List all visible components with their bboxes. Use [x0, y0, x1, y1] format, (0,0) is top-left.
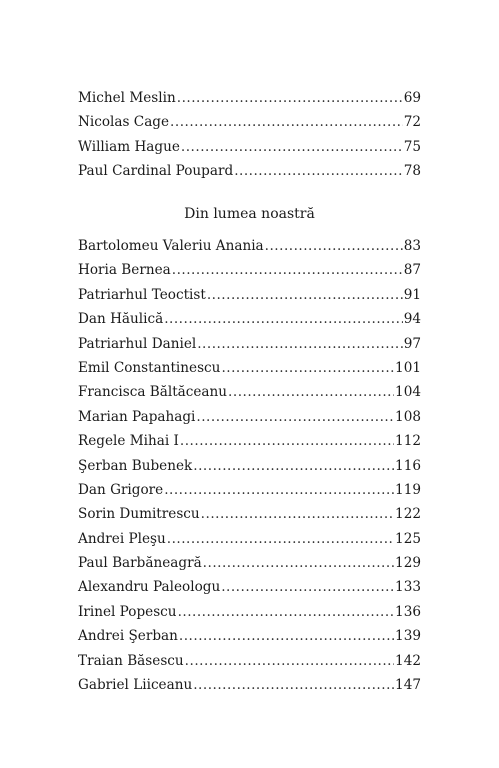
toc-entry — [78, 433, 421, 457]
toc-entry — [78, 506, 421, 530]
entry-name: Regele Mihai I — [78, 433, 179, 450]
dot-leader — [167, 531, 394, 547]
toc-entry — [78, 360, 421, 384]
dot-leader — [201, 506, 394, 522]
toc-entry — [78, 287, 421, 311]
toc-entry — [78, 677, 421, 701]
entry-name: Andrei Şerban — [78, 628, 178, 645]
entry-name: William Hague — [78, 138, 180, 155]
dot-leader — [170, 114, 403, 130]
toc-entry — [78, 482, 421, 506]
entry-page: 69 — [403, 90, 421, 106]
toc-entry — [78, 262, 421, 286]
entry-page: 72 — [403, 114, 421, 131]
toc-entry — [78, 311, 421, 335]
dot-leader — [221, 360, 394, 376]
entry-name: Nicolas Cage — [78, 114, 170, 131]
toc-group-top — [78, 90, 421, 188]
entry-page: 147 — [395, 677, 421, 694]
entry-page: 129 — [395, 555, 421, 572]
entry-page: 78 — [403, 163, 421, 180]
toc-entry — [78, 531, 421, 555]
entry-page: 101 — [395, 359, 421, 376]
dot-leader — [196, 409, 394, 425]
entry-page: 125 — [395, 530, 421, 547]
toc-entry — [78, 336, 421, 360]
dot-leader — [178, 604, 394, 620]
entry-page: 87 — [403, 262, 421, 279]
toc-entry — [78, 579, 421, 603]
entry-name: Bartolomeu Valeriu Anania — [78, 238, 264, 254]
entry-page: 122 — [395, 506, 421, 523]
entry-name: Andrei Pleşu — [78, 530, 166, 547]
dot-leader — [181, 139, 403, 155]
toc-entry — [78, 384, 421, 408]
entry-name: Emil Constantinescu — [78, 359, 221, 376]
entry-name: Francisca Băltăceanu — [78, 384, 228, 401]
dot-leader — [180, 433, 394, 449]
entry-name: Gabriel Liiceanu — [78, 677, 193, 694]
entry-page: 91 — [403, 286, 421, 303]
entry-name: Dan Hăulică — [78, 311, 164, 328]
entry-name: Sorin Dumitrescu — [78, 506, 200, 523]
dot-leader — [179, 628, 394, 644]
entry-page: 75 — [403, 138, 421, 155]
toc-entry — [78, 409, 421, 433]
entry-name: Marian Papahagi — [78, 408, 196, 425]
dot-leader — [265, 238, 403, 254]
toc-entry — [78, 628, 421, 652]
dot-leader — [221, 579, 394, 595]
entry-name: Horia Bernea — [78, 262, 171, 279]
entry-page: 119 — [395, 481, 421, 498]
toc-group-main — [78, 238, 421, 701]
entry-page: 116 — [395, 457, 421, 474]
entry-name: Paul Barbăneagră — [78, 555, 202, 572]
entry-name: Irinel Popescu — [78, 603, 177, 620]
entry-page: 136 — [395, 603, 421, 620]
entry-page: 83 — [403, 238, 421, 254]
toc-entry — [78, 90, 421, 114]
toc-entry — [78, 458, 421, 482]
entry-page: 94 — [403, 311, 421, 328]
dot-leader — [193, 458, 394, 474]
toc-entry — [78, 114, 421, 138]
entry-name: Patriarhul Teoctist — [78, 286, 206, 303]
entry-name: Patriarhul Daniel — [78, 335, 197, 352]
dot-leader — [164, 482, 394, 498]
entry-page: 133 — [395, 579, 421, 596]
toc-entry — [78, 139, 421, 163]
section-title: Din lumea noastră — [184, 206, 315, 222]
entry-page: 112 — [395, 433, 421, 450]
entry-name: Traian Băsescu — [78, 652, 184, 669]
toc-entry — [78, 555, 421, 579]
entry-name: Dan Grigore — [78, 481, 164, 498]
toc-entry — [78, 163, 421, 187]
dot-leader — [193, 677, 394, 693]
entry-page: 139 — [395, 628, 421, 645]
dot-leader — [228, 384, 394, 400]
dot-leader — [172, 262, 403, 278]
dot-leader — [234, 163, 403, 179]
toc-entry — [78, 604, 421, 628]
entry-name: Alexandru Paleologu — [78, 579, 221, 596]
entry-name: Michel Meslin — [78, 90, 176, 106]
dot-leader — [164, 311, 402, 327]
entry-page: 97 — [403, 335, 421, 352]
dot-leader — [177, 90, 403, 106]
toc-entry — [78, 653, 421, 677]
entry-name: Paul Cardinal Poupard — [78, 163, 234, 180]
dot-leader — [207, 287, 403, 303]
entry-page: 104 — [395, 384, 421, 401]
dot-leader — [197, 336, 402, 352]
entry-page: 108 — [395, 408, 421, 425]
entry-page: 142 — [395, 652, 421, 669]
dot-leader — [203, 555, 394, 571]
toc-entry — [78, 238, 421, 262]
entry-name: Şerban Bubenek — [78, 457, 193, 474]
dot-leader — [185, 653, 394, 669]
